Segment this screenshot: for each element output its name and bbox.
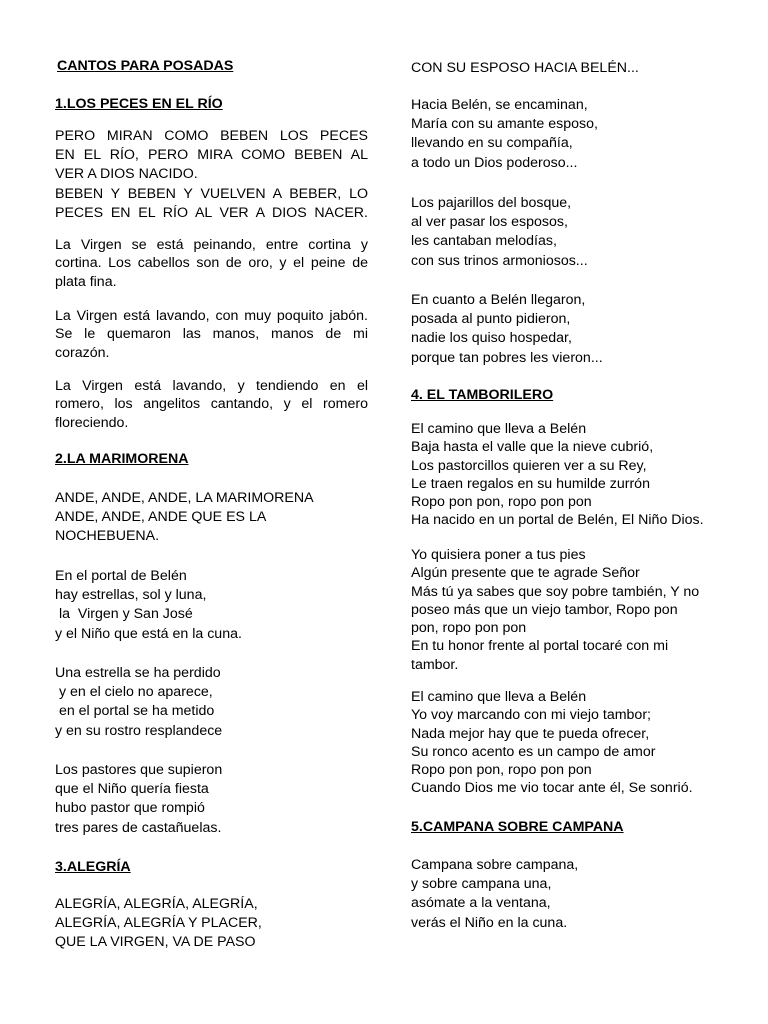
stanza-marimorena-chorus — [55, 489, 368, 547]
stanza-tamborilero-verse-2 — [411, 546, 721, 674]
text-line: Su ronco acento es un campo de amor — [411, 743, 656, 760]
stanza-campana-verse-1 — [411, 856, 721, 933]
text-line: Nada mejor hay que te pueda ofrecer, — [411, 725, 650, 742]
section-heading-alegria: 3.ALEGRÍA — [55, 859, 131, 875]
stanza-alegria-verse-3 — [411, 291, 721, 368]
text-line: Le traen regalos en su humilde zurrón — [411, 475, 650, 492]
text-line: verás el Niño en la cuna. — [411, 914, 568, 931]
section-heading-los-peces: 1.LOS PECES EN EL RÍO — [55, 96, 223, 112]
text-line: Una estrella se ha perdido — [55, 665, 221, 681]
text-line: La Virgen está lavando, y tendiendo en el — [55, 378, 368, 394]
stanza-tamborilero-verse-1 — [411, 420, 721, 530]
text-line: ALEGRÍA, ALEGRÍA, ALEGRÍA, — [55, 896, 258, 912]
stanza-alegria-verse-2 — [411, 194, 721, 271]
text-line: y el Niño que está en la cuna. — [55, 625, 242, 642]
text-line: María con su amante esposo, — [411, 116, 598, 133]
text-line: ANDE, ANDE, ANDE, LA MARIMORENA — [55, 490, 314, 506]
text-line: En tu honor frente al portal tocaré con mi — [411, 638, 669, 655]
text-line: tres pares de castañuelas. — [55, 819, 222, 836]
text-line: En cuanto a Belén llegaron, — [411, 292, 586, 308]
text-line: porque tan pobres les vieron... — [411, 349, 603, 366]
document-title: CANTOS PARA POSADAS — [57, 58, 234, 74]
text-line: Baja hasta el valle que la nieve cubrió, — [411, 439, 654, 456]
text-line: en el portal se ha metido — [55, 703, 215, 720]
text-line: La Virgen está lavando, con muy poquito jabón. — [55, 308, 368, 324]
text-line: ALEGRÍA, ALEGRÍA Y PLACER, — [55, 915, 262, 932]
stanza-alegria-chorus — [55, 895, 368, 953]
text-line: EN EL RÍO, PERO MIRA COMO BEBEN AL — [55, 147, 368, 164]
text-line: hubo pastor que rompió — [55, 800, 205, 817]
text-line: ANDE, ANDE, ANDE QUE ES LA — [55, 509, 267, 526]
stanza-los-peces-chorus — [55, 127, 368, 223]
stanza-tamborilero-verse-3 — [411, 688, 721, 798]
section-heading-el-tamborilero: 4. EL TAMBORILERO — [411, 387, 554, 403]
text-line: QUE LA VIRGEN, VA DE PASO — [55, 934, 256, 951]
text-line: En el portal de Belén — [55, 568, 187, 584]
text-line: El camino que lleva a Belén — [411, 421, 587, 437]
text-line: Yo quisiera poner a tus pies — [411, 547, 586, 563]
text-line: NOCHEBUENA. — [55, 528, 160, 545]
text-line: cortina. Los cabellos son de oro, y el peine de — [55, 255, 368, 272]
text-line: PERO MIRAN COMO BEBEN LOS PECES — [55, 128, 368, 144]
text-line: asómate a la ventana, — [411, 895, 551, 912]
text-line: romero, los angelitos cantando, y el romero — [55, 396, 368, 413]
text-line: pon, ropo pon pon — [411, 620, 527, 637]
stanza-alegria-chorus-continued — [411, 59, 721, 78]
text-line: a todo un Dios poderoso... — [411, 154, 578, 171]
text-line: posada al punto pidieron, — [411, 311, 571, 328]
text-line: La Virgen se está peinando, entre cortina y — [55, 237, 368, 253]
stanza-marimorena-verse-3 — [55, 761, 368, 838]
text-line: floreciendo. — [55, 414, 129, 431]
text-line: plata fina. — [55, 273, 117, 290]
text-line: Ropo pon pon, ropo pon pon — [411, 494, 592, 511]
text-line: que el Niño quería fiesta — [55, 781, 209, 798]
text-line: poseo más que un viejo tambor, Ropo pon — [411, 601, 678, 618]
text-line: llevando en su compañía, — [411, 135, 573, 152]
text-line: corazón. — [55, 344, 110, 361]
text-line: al ver pasar los esposos, — [411, 214, 568, 231]
text-line: Los pastorcillos quieren ver a su Rey, — [411, 457, 647, 474]
text-line: Ha nacido en un portal de Belén, El Niño Dios. — [411, 512, 704, 529]
stanza-marimorena-verse-2 — [55, 664, 368, 741]
stanza-los-peces-verse-2 — [55, 307, 368, 362]
text-line: Hacia Belén, se encaminan, — [411, 97, 588, 113]
text-line: VER A DIOS NACIDO. — [55, 166, 198, 183]
text-line: Se le quemaron las manos, manos de mi — [55, 326, 368, 343]
stanza-alegria-verse-1 — [411, 96, 721, 173]
text-line: Ropo pon pon, ropo pon pon — [411, 762, 592, 779]
text-line: Cuando Dios me vio tocar ante él, Se sonrió. — [411, 780, 693, 797]
text-line: El camino que lleva a Belén — [411, 689, 587, 705]
text-line: y en su rostro resplandece — [55, 722, 223, 739]
stanza-marimorena-verse-1 — [55, 567, 368, 644]
text-line: tambor. — [411, 656, 459, 673]
text-line: PECES EN EL RÍO AL VER A DIOS NACER. — [55, 204, 368, 221]
text-line: y sobre campana una, — [411, 876, 552, 893]
stanza-los-peces-verse-3 — [55, 377, 368, 432]
text-line: la Virgen y San José — [55, 606, 193, 623]
text-line: BEBEN Y BEBEN Y VUELVEN A BEBER, LO — [55, 185, 368, 202]
section-heading-campana-sobre-campana: 5.CAMPANA SOBRE CAMPANA — [411, 819, 624, 835]
text-line: Los pajarillos del bosque, — [411, 195, 572, 211]
text-line: Algún presente que te agrade Señor — [411, 565, 640, 582]
text-line: hay estrellas, sol y luna, — [55, 587, 207, 604]
text-line: y en el cielo no aparece, — [55, 684, 213, 701]
text-line: Campana sobre campana, — [411, 857, 579, 873]
text-line: Yo voy marcando con mi viejo tambor; — [411, 707, 651, 724]
text-line: Los pastores que supieron — [55, 762, 223, 778]
text-line: Más tú ya sabes que soy pobre también, Y no — [411, 583, 700, 600]
section-heading-la-marimorena: 2.LA MARIMORENA — [55, 451, 189, 467]
text-line: con sus trinos armoniosos... — [411, 252, 588, 269]
stanza-los-peces-verse-1 — [55, 236, 368, 291]
text-line: nadie los quiso hospedar, — [411, 330, 572, 347]
text-line: CON SU ESPOSO HACIA BELÉN... — [411, 60, 639, 76]
text-line: les cantaban melodías, — [411, 233, 557, 250]
